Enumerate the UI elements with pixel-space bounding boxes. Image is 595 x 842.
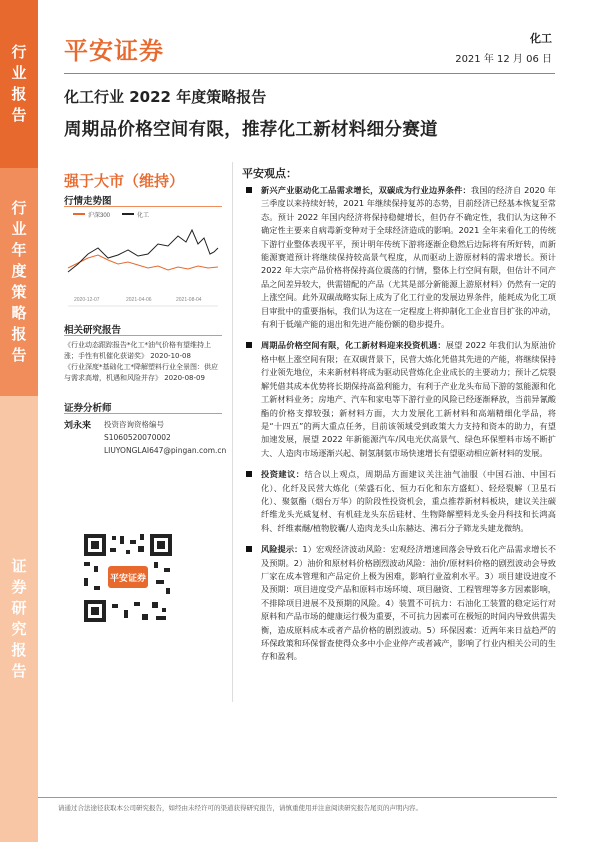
analyst-heading: 证券分析师 <box>64 403 112 414</box>
column-divider <box>232 162 233 702</box>
side-tab-char-3: 究 <box>11 620 27 638</box>
analyst-email[interactable]: LIUYONGLAI647@pingan.com.cn <box>104 446 227 455</box>
related-report-1[interactable]: 《行业动态跟踪报告*化工*油气价格有望维持上涨；手性有机催化获诺奖》 2020-10-08 <box>64 341 211 360</box>
analyst-name: 刘永来 <box>64 421 92 431</box>
viewpoint-lead: 周期品价格空间有限，化工新材料迎来投资机遇： <box>261 340 446 351</box>
side-tab-char-3: 证 <box>11 557 27 575</box>
side-tab-char-2: 年 <box>11 241 27 259</box>
side-tab-char-3: 告 <box>11 662 27 680</box>
bullet-square-icon <box>246 342 252 348</box>
header-divider <box>64 73 555 74</box>
side-tab-securities-research <box>0 396 38 842</box>
footer-disclaimer: 请通过合法途径获取本公司研究报告，如经由未经许可的渠道获得研究报告，请慎重使用并注意阅读研究报告尾页的声明内容。 <box>58 804 422 812</box>
side-tab-industry-report <box>0 0 38 168</box>
side-tab-char-3: 研 <box>11 599 27 617</box>
viewpoint-lead: 风险提示： <box>261 544 303 555</box>
qr-code-icon <box>80 530 176 626</box>
side-tab-char-2: 业 <box>11 220 27 238</box>
side-tab-char-1: 行 <box>11 43 27 61</box>
viewpoint-item <box>244 184 556 331</box>
viewpoint-item <box>244 339 556 460</box>
report-subtitle: 化工行业 2022 年度策略报告 <box>64 88 267 106</box>
x-tick-2: 2021-04-06 <box>126 297 152 303</box>
side-tab-char-1: 报 <box>11 85 27 103</box>
viewpoint-body: 展望 2022 年我们认为原油价格中枢上涨空间有限；在双碳背景下，民营大炼化凭借其先进的产能，将继续保持行业领先地位，未来新材料将成为驱动民营炼化企业成长的主要动力；预计乙烷裂解凭借其成本优势将长期保持高盈利能力，有利于产业龙头布局下游的氢能源和化工新材料业务；房地产、汽车和家电等下游行业的风险已经逐渐释放，当前异氰酸酯的价格支撑较强；新材料方面，大力发展化工新材料和高端精细化学品，将是“十四五”的两大重点任务，目前该领域受到政策大力支持和资本的助力，有望加速发展，展望 2022 年新能源汽车/风电光伏高景气、绿色环保塑料市场不断扩大、人造肉市场逐渐兴起、制氢制氨市场快速增长有望驱动相应新材料的发展。 <box>261 340 556 458</box>
bullet-square-icon <box>246 187 252 193</box>
company-logo: 平安证券 <box>64 37 164 65</box>
legend-label-chem: 化工 <box>137 213 150 219</box>
side-tab-char-2: 略 <box>11 304 27 322</box>
analyst-cert-label: 投资咨询资格编号 <box>104 420 164 429</box>
footer-divider <box>38 797 557 798</box>
viewpoint-body: 我国的经济自 2020 年三季度以来持续好转，2021 年继续保持复苏的态势，目前经济已经基本恢复至常态。预计 2022 年国内经济将保持稳健增长，但仍存不确定性，我们认为这种不确定性主要来自病毒新变种对于全球经济造成的影响。2021 全年来看化工的传统下游行业整体表现平平，预计明年传统下游将逐渐企稳然后边际将有所好转，而新能源赛道预计将继续保持较高景气程度，从而驱动上游原材料的需求增长。预计 2022 年大宗产品价格将保持高位震荡的行情，整体上行空间有限，但估计不同产品之间差异较大，供需错配的产品（尤其是部分新能源上游原材料）仍然有一定的上涨空间。此外双碳战略实际上成为了化工行业的发展边界条件，能耗成为化工项目审批中的重要指标，我们认为这在一定程度上将抑制化工企业盲目扩张的冲动，有利于低端产能的退出和先进产能份额的稳步提升。 <box>261 185 556 330</box>
trend-chart <box>64 208 222 314</box>
viewpoint-body: 结合以上观点，周期品方面建议关注油气油服（中国石油、中国石化）、化纤及民营大炼化（荣盛石化、恒力石化和东方盛虹）、轻烃裂解（卫星石化）、聚氨酯（烟台万华）的阶段性投资机会，重点推荐新材料板块，建议关注碳纤维龙头光威复材、有机硅龙头东岳硅材、生物降解塑料龙头金丹科技和长鸿高科、纤维素醚/植物胶囊/人造肉龙头山东赫达、沸石分子筛龙头建龙微纳。 <box>261 469 556 533</box>
viewpoint-body: 1）宏观经济波动风险：宏观经济增速回落会导致石化产品需求增长不及预期。2）油价和原材料价格剧烈波动风险：油价/原材料价格的剧烈波动会导致厂家在成本管理和产品定价上极为困难，影响行业盈利水平。3）项目建设进度不及预期：项目进度受产品和原料市场环境、项目融资、工程管理等多方因素影响，不排除项目进展不及预期的风险。4）装置不可抗力：石油化工装置的稳定运行对原料和产品市场的健康运行极为重要，不可抗力因素可在极短的时间内导致供需失衡，造成原料成本或者产品价格的剧烈波动。5）环保因素：近两年来日益趋严的环保政策和环保督查使得众多中小企业停产或者减产，影响了行业内相关公司的生存和盈利。 <box>261 544 556 662</box>
side-tab-char-2: 度 <box>11 262 27 280</box>
side-tab-annual-strategy <box>0 168 38 396</box>
viewpoint-item <box>244 468 556 535</box>
viewpoint-item <box>244 543 556 664</box>
related-rule <box>64 335 222 336</box>
report-date: 2021 年 12 月 06 日 <box>455 54 552 65</box>
rating-badge: 强于大市（维持） <box>64 172 185 190</box>
x-tick-1: 2020-12-07 <box>74 297 100 303</box>
trend-rule <box>64 206 222 207</box>
series-line-hs300 <box>68 255 218 270</box>
analyst-rule <box>64 413 222 414</box>
bullet-square-icon <box>246 471 252 477</box>
x-tick-3: 2021-08-04 <box>176 297 202 303</box>
view-title: 平安观点： <box>242 167 297 180</box>
bullet-square-icon <box>246 546 252 552</box>
report-title: 周期品价格空间有限，推荐化工新材料细分赛道 <box>64 120 438 140</box>
side-tab-char-3: 券 <box>11 578 27 596</box>
side-tab-char-2: 报 <box>11 325 27 343</box>
trend-heading: 行情走势图 <box>64 196 112 207</box>
series-line-chem <box>68 230 218 272</box>
analyst-info <box>104 418 226 457</box>
analyst-cert-number: S1060520070002 <box>104 433 171 442</box>
viewpoint-lead: 新兴产业驱动化工品需求增长，双碳成为行业边界条件： <box>261 185 471 195</box>
legend-label-hs300: 沪深300 <box>88 213 111 219</box>
side-tab-char-3: 报 <box>11 641 27 659</box>
side-tab-char-1: 业 <box>11 64 27 82</box>
side-tab-char-2: 告 <box>11 346 27 364</box>
qr-center-label: 平安证券 <box>109 574 147 584</box>
related-heading: 相关研究报告 <box>64 325 122 336</box>
industry-label: 化工 <box>530 32 552 45</box>
related-report-2[interactable]: 《行业深度*基础化工*降解塑料行业全景图：供应与需求高增，机遇和风险并存》 2020-08-09 <box>64 363 218 382</box>
side-tab-char-2: 行 <box>11 199 27 217</box>
side-tab-char-2: 策 <box>11 283 27 301</box>
side-tab-char-1: 告 <box>11 106 27 124</box>
viewpoint-lead: 投资建议： <box>261 469 305 480</box>
viewpoint-list <box>244 184 556 672</box>
